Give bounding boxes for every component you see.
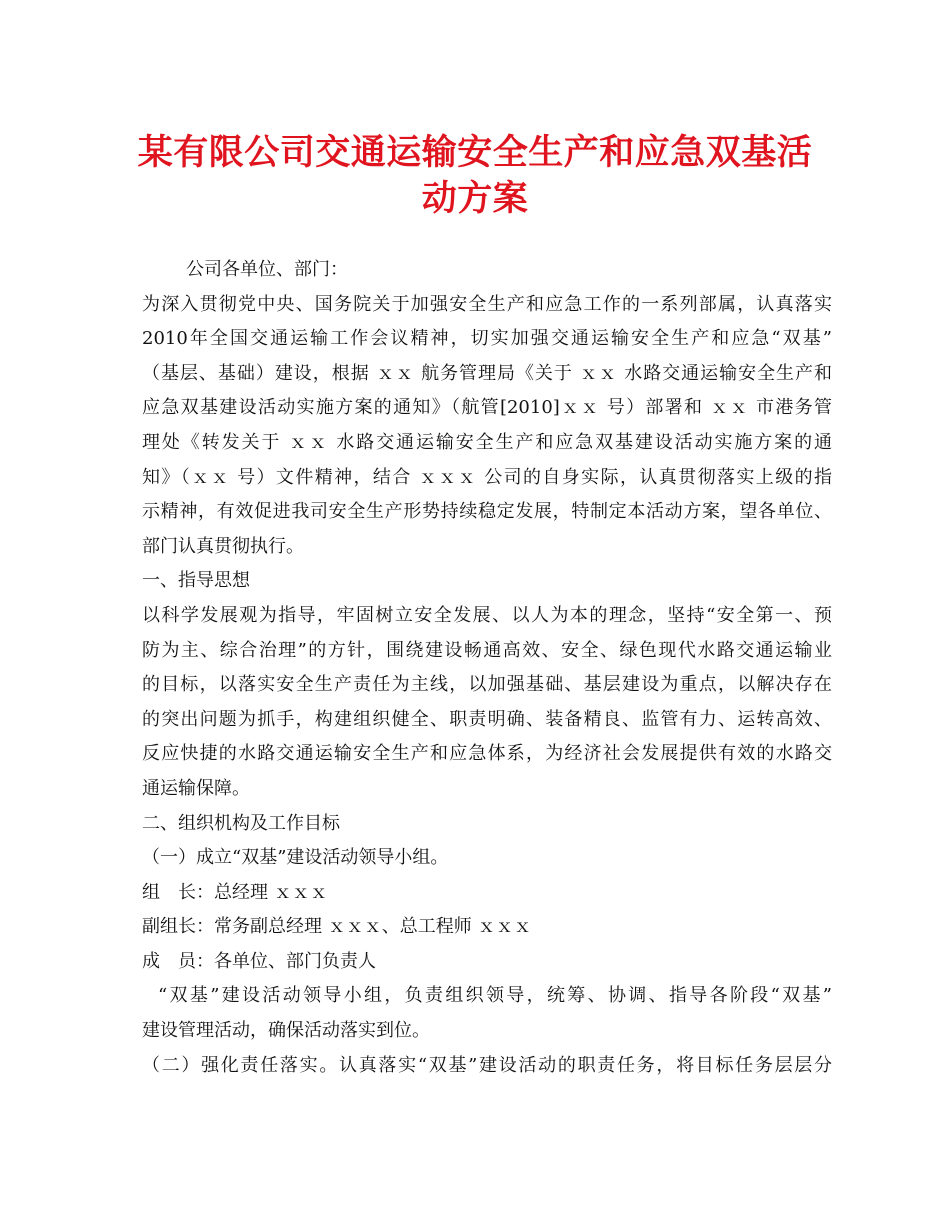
body-line: 理处《转发关于 ｘｘ 水路交通运输安全生产和应急双基建设活动实施方案的通 xyxy=(142,431,832,453)
member-line: 副组长：常务副总经理 ｘｘｘ、总工程师 ｘｘｘ xyxy=(142,916,532,938)
body-line: （基层、基础）建设，根据 ｘｘ 航务管理局《关于 ｘｘ 水路交通运输安全生产和 xyxy=(142,362,832,384)
body-line: 知》（ｘｘ 号）文件精神，结合 ｘｘｘ 公司的自身实际，认真贯彻落实上级的指 xyxy=(142,466,832,488)
section-heading: 一、指导思想 xyxy=(142,570,250,592)
body-line: 的突出问题为抓手，构建组织健全、职责明确、装备精良、监管有力、运转高效、 xyxy=(142,708,832,730)
body-line: “双基”建设活动领导小组，负责组织领导，统筹、协调、指导各阶段“双基” xyxy=(158,985,832,1007)
member-line: 组 长：总经理 ｘｘｘ xyxy=(142,881,328,903)
body-line: 通运输保障。 xyxy=(142,777,250,799)
body-line: （二）强化责任落实。认真落实“双基”建设活动的职责任务，将目标任务层层分 xyxy=(142,1054,832,1076)
body-line: 2010年全国交通运输工作会议精神，切实加强交通运输安全生产和应急“双基” xyxy=(142,328,832,350)
salutation: 公司各单位、部门： xyxy=(186,259,348,280)
body-line: 以科学发展观为指导，牢固树立安全发展、以人为本的理念，坚持“安全第一、预 xyxy=(142,604,832,626)
body-line: 示精神，有效促进我司安全生产形势持续稳定发展，特制定本活动方案，望各单位、 xyxy=(142,501,832,523)
body-line: 应急双基建设活动实施方案的通知》（航管[2010]ｘｘ 号）部署和 ｘｘ 市港务管 xyxy=(142,397,832,419)
body-line: 防为主、综合治理”的方针，围绕建设畅通高效、安全、绿色现代水路交通运输业 xyxy=(142,639,832,661)
document-title-line-1: 某有限公司交通运输安全生产和应急双基活 xyxy=(137,133,813,173)
member-line: 成 员：各单位、部门负责人 xyxy=(142,950,376,972)
document-body xyxy=(142,253,832,1083)
body-line: 的目标，以落实安全生产责任为主线，以加强基础、基层建设为重点，以解决存在 xyxy=(142,674,832,696)
subsection-heading: （一）成立“双基”建设活动领导小组。 xyxy=(142,847,449,869)
body-line: 部门认真贯彻执行。 xyxy=(142,535,304,557)
body-line: 为深入贯彻党中央、国务院关于加强安全生产和应急工作的一系列部属，认真落实 xyxy=(142,293,832,315)
body-line: 建设管理活动，确保活动落实到位。 xyxy=(142,1020,430,1042)
document-title-line-2: 动方案 xyxy=(421,179,529,219)
section-heading: 二、组织机构及工作目标 xyxy=(142,812,340,834)
body-line: 反应快捷的水路交通运输安全生产和应急体系，为经济社会发展提供有效的水路交 xyxy=(142,743,832,765)
